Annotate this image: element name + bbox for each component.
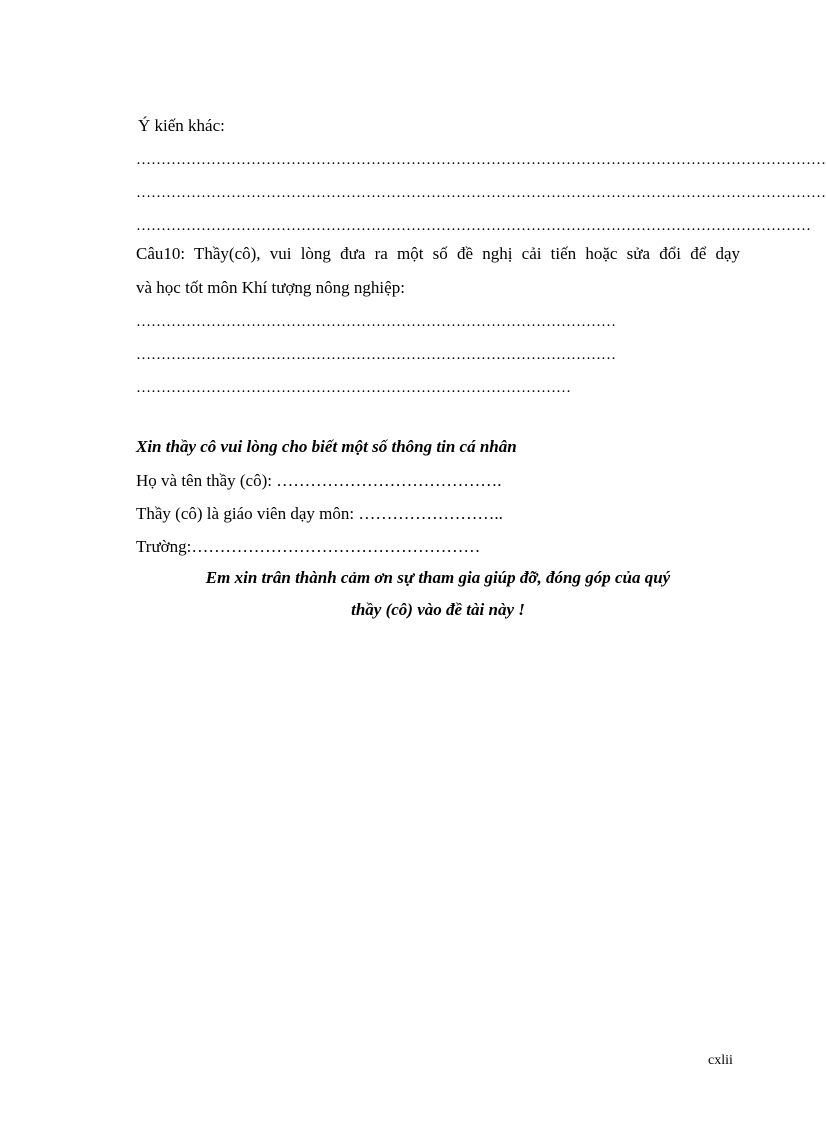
subject-field: Thầy (cô) là giáo viên dạy môn: …………………….. bbox=[136, 504, 503, 523]
other-opinions-dotted-line-1: ………………………………………………………………………………………………………………………… bbox=[136, 152, 826, 168]
other-opinions-dotted-line-2: ………………………………………………………………………………………………………………………… bbox=[136, 185, 826, 201]
name-field: Họ và tên thầy (cô): …………………………………. bbox=[136, 471, 502, 490]
personal-info-heading: Xin thầy cô vui lòng cho biết một số thông tin cá nhân bbox=[136, 437, 517, 456]
other-opinions-dotted-line-3: ……………………………………………………………………………………………………………………… bbox=[136, 218, 811, 234]
question-10-text-line-1: Câu10: Thầy(cô), vui lòng đưa ra một số đề nghị cải tiến hoặc sửa đổi để dạy bbox=[136, 244, 740, 263]
question-10-answer-line-1: …………………………………………………………………………………… bbox=[136, 314, 616, 330]
page-number: cxlii bbox=[708, 1053, 733, 1068]
thanks-line-2: thầy (cô) vào đề tài này ! bbox=[351, 600, 525, 619]
school-field: Trường:…………………………………………… bbox=[136, 537, 481, 556]
question-10-text-line-2: và học tốt môn Khí tượng nông nghiệp: bbox=[136, 278, 405, 297]
question-10-answer-line-3: …………………………………………………………………………… bbox=[136, 380, 571, 396]
other-opinions-label: Ý kiến khác: bbox=[138, 116, 225, 135]
question-10-answer-line-2: …………………………………………………………………………………… bbox=[136, 347, 616, 363]
thanks-line-1: Em xin trân thành cảm ơn sự tham gia giúp đỡ, đóng góp của quý bbox=[205, 568, 671, 587]
